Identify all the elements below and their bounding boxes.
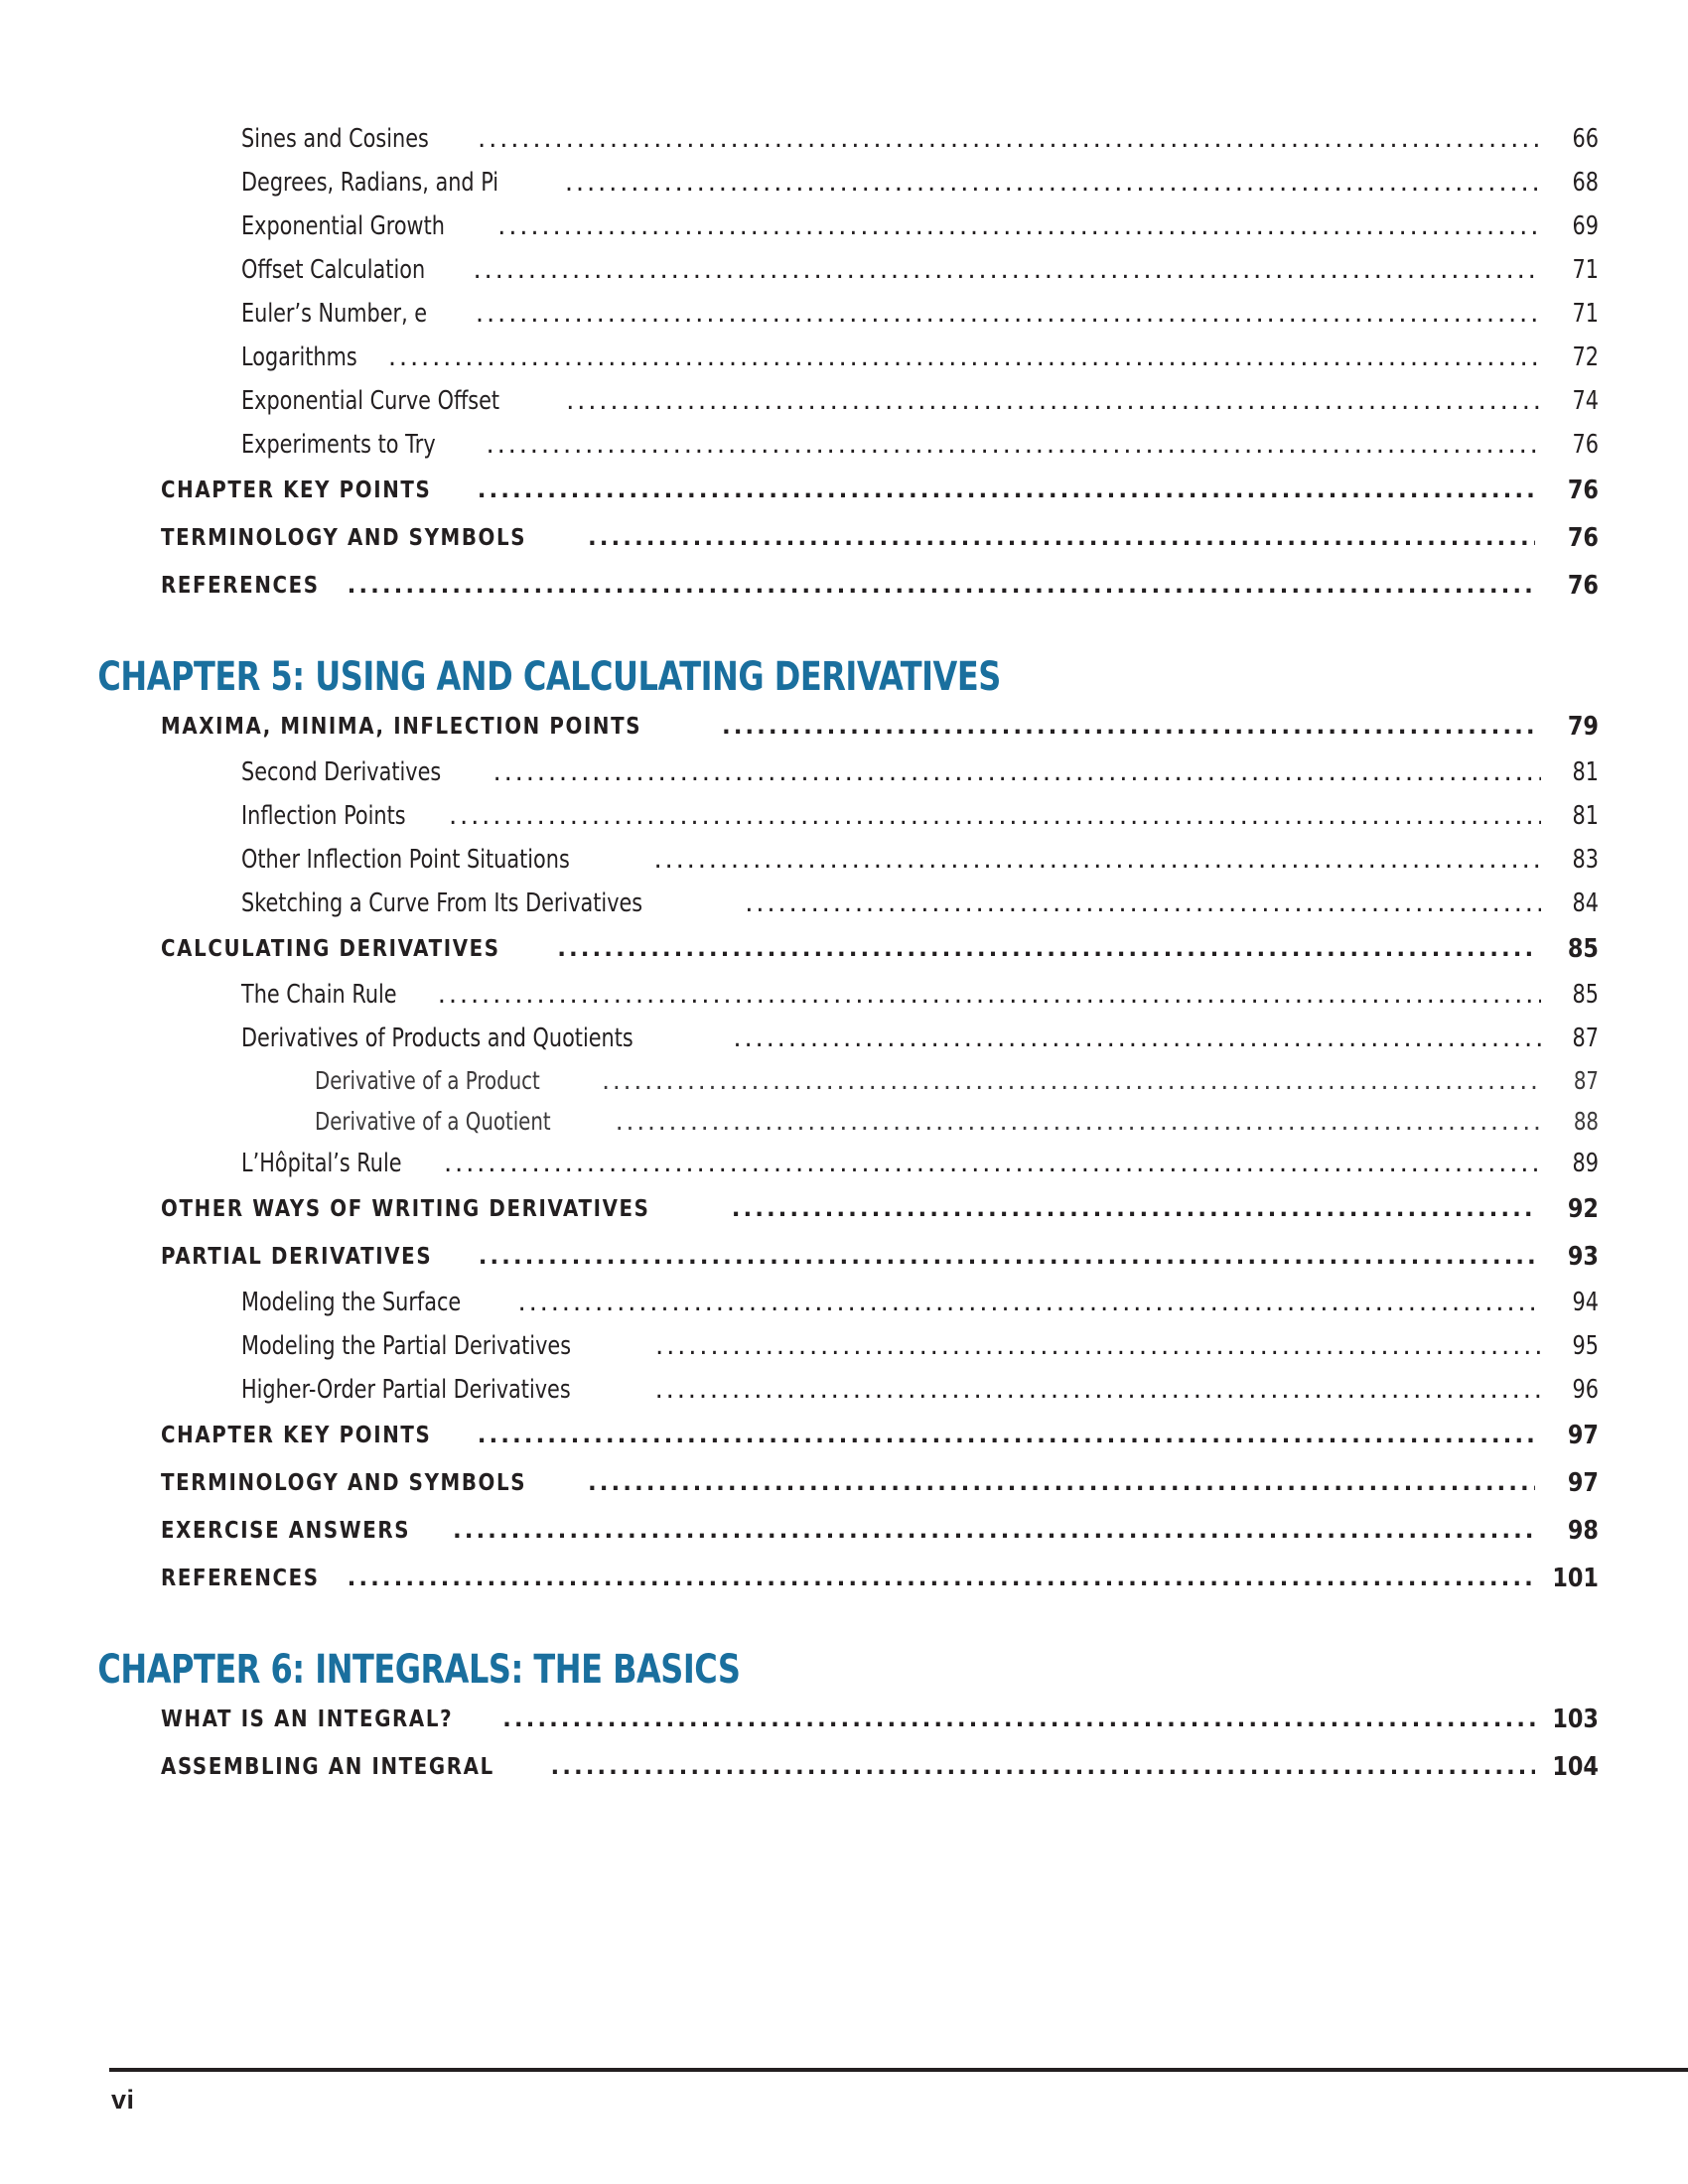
toc-entry-list (0, 117, 1688, 1791)
toc-entry-level-2[interactable] (0, 1368, 1688, 1412)
toc-entry-level-2[interactable] (0, 794, 1688, 838)
toc-entry-page-number: 87 (1572, 1024, 1599, 1053)
dot-leader (478, 124, 1541, 154)
toc-entry-level-2[interactable] (0, 882, 1688, 925)
dot-leader (653, 845, 1541, 875)
toc-entry-level-2[interactable] (0, 751, 1688, 794)
toc-entry-page-number: 95 (1572, 1331, 1599, 1361)
toc-entry-page-number: 74 (1572, 386, 1599, 416)
toc-entry-page-number: 92 (1567, 1194, 1599, 1224)
toc-entry-page-number: 96 (1572, 1375, 1599, 1405)
toc-entry-title: Sines and Cosines (241, 124, 429, 154)
dot-leader (388, 342, 1541, 372)
toc-entry-level-1[interactable] (0, 1555, 1688, 1602)
toc-entry-title: Experiments to Try (241, 430, 436, 460)
toc-entry-title: Exponential Growth (241, 211, 445, 241)
dot-leader (732, 1196, 1535, 1222)
toc-entry-page-number: 71 (1572, 299, 1599, 329)
dot-leader (476, 299, 1541, 329)
toc-entry-level-3[interactable] (0, 1101, 1688, 1142)
toc-entry-title: Derivative of a Product (315, 1066, 540, 1095)
toc-entry-page-number: 98 (1567, 1516, 1599, 1546)
chapter-heading[interactable] (0, 1628, 1688, 1693)
footer-rule (109, 2068, 1688, 2072)
toc-entry-page-number: 93 (1567, 1242, 1599, 1272)
toc-entry-page-number: 97 (1567, 1468, 1599, 1498)
dot-leader (473, 255, 1541, 285)
dot-leader (745, 888, 1541, 918)
toc-entry-level-2[interactable] (0, 1142, 1688, 1185)
toc-entry-level-2[interactable] (0, 248, 1688, 292)
toc-entry-level-1[interactable] (0, 467, 1688, 514)
toc-entry-page-number: 76 (1567, 476, 1599, 505)
dot-leader (557, 936, 1535, 962)
toc-entry-page-number: 94 (1572, 1288, 1599, 1317)
toc-entry-level-3[interactable] (0, 1060, 1688, 1101)
toc-entry-page-number: 76 (1567, 523, 1599, 553)
toc-entry-level-2[interactable] (0, 205, 1688, 248)
toc-entry-title: MAXIMA, MINIMA, INFLECTION POINTS (161, 714, 642, 740)
toc-entry-page-number: 103 (1552, 1705, 1599, 1734)
dot-leader (502, 1706, 1535, 1732)
toc-entry-title: Sketching a Curve From Its Derivatives (241, 888, 643, 918)
toc-entry-level-2[interactable] (0, 292, 1688, 336)
toc-entry-title: The Chain Rule (241, 980, 397, 1010)
toc-entry-level-1[interactable] (0, 703, 1688, 751)
toc-entry-page-number: 76 (1572, 430, 1599, 460)
toc-entry-page-number: 88 (1573, 1107, 1599, 1136)
toc-entry-title: Offset Calculation (241, 255, 426, 285)
toc-entry-title: PARTIAL DERIVATIVES (161, 1244, 433, 1270)
toc-entry-level-1[interactable] (0, 1459, 1688, 1507)
toc-entry-level-1[interactable] (0, 1743, 1688, 1791)
dot-leader (722, 714, 1535, 740)
toc-entry-level-1[interactable] (0, 514, 1688, 562)
dot-leader (655, 1375, 1541, 1405)
toc-entry-page-number: 69 (1572, 211, 1599, 241)
toc-entry-level-2[interactable] (0, 1017, 1688, 1060)
dot-leader (602, 1066, 1543, 1095)
toc-entry-title: CHAPTER KEY POINTS (161, 1423, 432, 1448)
toc-entry-title: REFERENCES (161, 1566, 320, 1591)
toc-entry-page-number: 87 (1573, 1066, 1599, 1095)
toc-entry-title: EXERCISE ANSWERS (161, 1518, 411, 1544)
toc-entry-level-2[interactable] (0, 838, 1688, 882)
toc-entry-title: Higher-Order Partial Derivatives (241, 1375, 571, 1405)
toc-entry-level-1[interactable] (0, 1185, 1688, 1233)
toc-entry-page-number: 84 (1572, 888, 1599, 918)
dot-leader (550, 1754, 1535, 1780)
dot-leader (588, 1470, 1535, 1496)
toc-entry-title: OTHER WAYS OF WRITING DERIVATIVES (161, 1196, 650, 1222)
toc-entry-level-2[interactable] (0, 1324, 1688, 1368)
toc-entry-title: TERMINOLOGY AND SYMBOLS (161, 1470, 527, 1496)
toc-entry-title: ASSEMBLING AN INTEGRAL (161, 1754, 494, 1780)
dot-leader (588, 525, 1535, 551)
toc-entry-level-2[interactable] (0, 973, 1688, 1017)
toc-entry-title: CHAPTER KEY POINTS (161, 478, 432, 503)
dot-leader (479, 1244, 1535, 1270)
dot-leader (438, 980, 1541, 1010)
chapter-heading-label: CHAPTER 5: USING AND CALCULATING DERIVATIVES (97, 654, 1001, 700)
toc-entry-page-number: 66 (1572, 124, 1599, 154)
chapter-heading-label: CHAPTER 6: INTEGRALS: THE BASICS (97, 1647, 741, 1693)
toc-entry-title: Logarithms (241, 342, 357, 372)
dot-leader (487, 430, 1541, 460)
toc-entry-title: Modeling the Surface (241, 1288, 462, 1317)
dot-leader (565, 168, 1541, 198)
toc-entry-page-number: 89 (1572, 1149, 1599, 1178)
toc-entry-title: TERMINOLOGY AND SYMBOLS (161, 525, 527, 551)
toc-entry-level-2[interactable] (0, 336, 1688, 379)
dot-leader (453, 1518, 1535, 1544)
toc-entry-title: L’Hôpital’s Rule (241, 1149, 402, 1178)
chapter-spacer (0, 610, 1688, 635)
toc-entry-level-1[interactable] (0, 1233, 1688, 1281)
dot-leader (497, 211, 1541, 241)
dot-leader (478, 1423, 1535, 1448)
toc-entry-title: Modeling the Partial Derivatives (241, 1331, 572, 1361)
toc-entry-level-1[interactable] (0, 1507, 1688, 1555)
toc-entry-title: Derivatives of Products and Quotients (241, 1024, 633, 1053)
toc-entry-page-number: 97 (1567, 1421, 1599, 1450)
dot-leader (348, 1566, 1535, 1591)
chapter-spacer (0, 1602, 1688, 1628)
toc-entry-page-number: 85 (1572, 980, 1599, 1010)
toc-entry-title: Inflection Points (241, 801, 406, 831)
toc-entry-page-number: 72 (1572, 342, 1599, 372)
toc-entry-level-2[interactable] (0, 161, 1688, 205)
toc-entry-level-1[interactable] (0, 925, 1688, 973)
dot-leader (444, 1149, 1541, 1178)
toc-entry-title: Euler’s Number, e (241, 299, 428, 329)
dot-leader (478, 478, 1535, 503)
dot-leader (733, 1024, 1541, 1053)
toc-entry-level-1[interactable] (0, 1412, 1688, 1459)
toc-entry-page-number: 71 (1572, 255, 1599, 285)
toc-entry-page-number: 85 (1567, 934, 1599, 964)
toc-entry-level-2[interactable] (0, 117, 1688, 161)
dot-leader (518, 1288, 1541, 1317)
toc-entry-page-number: 81 (1572, 757, 1599, 787)
toc-entry-title: REFERENCES (161, 573, 320, 599)
toc-entry-title: CALCULATING DERIVATIVES (161, 936, 500, 962)
toc-entry-level-2[interactable] (0, 1281, 1688, 1324)
dot-leader (493, 757, 1541, 787)
toc-entry-page-number: 79 (1567, 712, 1599, 742)
toc-entry-title: Degrees, Radians, and Pi (241, 168, 499, 198)
dot-leader (616, 1107, 1543, 1136)
toc-entry-page-number: 81 (1572, 801, 1599, 831)
dot-leader (655, 1331, 1541, 1361)
toc-entry-title: WHAT IS AN INTEGRAL? (161, 1706, 454, 1732)
toc-entry-title: Exponential Curve Offset (241, 386, 500, 416)
folio-page-number: vi (111, 2085, 135, 2115)
toc-entry-level-1[interactable] (0, 1696, 1688, 1743)
dot-leader (449, 801, 1541, 831)
toc-entry-title: Derivative of a Quotient (315, 1107, 551, 1136)
toc-entry-page-number: 83 (1572, 845, 1599, 875)
toc-entry-level-1[interactable] (0, 562, 1688, 610)
toc-entry-page-number: 101 (1552, 1564, 1599, 1593)
toc-entry-level-2[interactable] (0, 423, 1688, 467)
toc-entry-title: Other Inflection Point Situations (241, 845, 570, 875)
toc-entry-title: Second Derivatives (241, 757, 442, 787)
dot-leader (348, 573, 1535, 599)
toc-entry-page-number: 68 (1572, 168, 1599, 198)
toc-entry-page-number: 104 (1552, 1752, 1599, 1782)
toc-entry-page-number: 76 (1567, 571, 1599, 601)
dot-leader (566, 386, 1541, 416)
toc-entry-level-2[interactable] (0, 379, 1688, 423)
chapter-heading[interactable] (0, 635, 1688, 700)
